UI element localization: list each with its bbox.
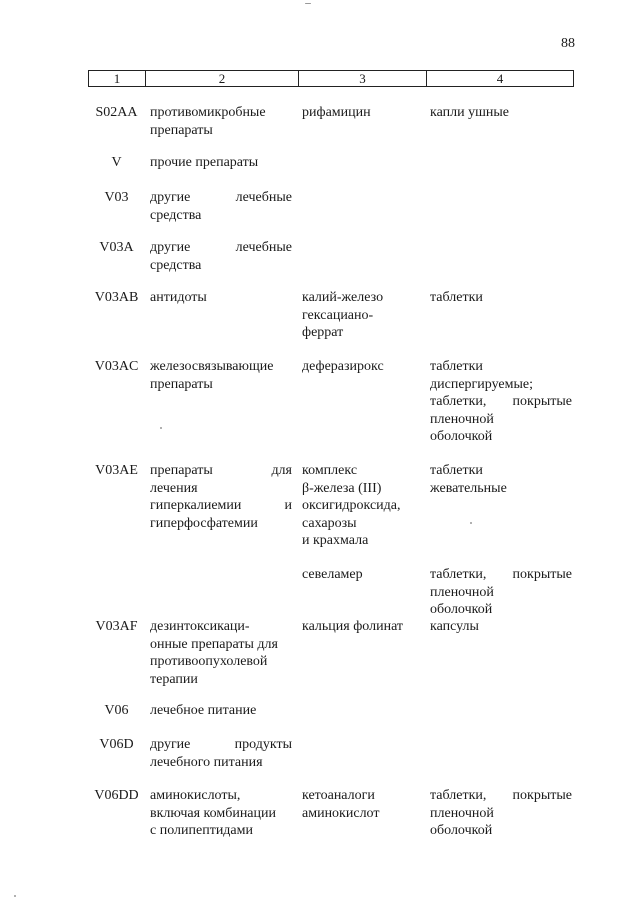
scan-speck xyxy=(160,427,162,429)
page-number: 88 xyxy=(561,36,575,51)
group-name-cell: противомикробные препараты xyxy=(150,105,266,138)
table-header xyxy=(88,70,574,87)
drug-name-cell: комплекс β-железа (III) оксигидроксида, сахарозы и крахмала xyxy=(302,463,401,548)
group-name-cell: лечебное питание xyxy=(150,703,257,718)
atc-code-cell: V03 xyxy=(104,190,129,205)
group-name-cell: аминокислоты, включая комбинации с полипептидами xyxy=(150,788,276,838)
group-name-cell: прочие препараты xyxy=(150,155,259,170)
atc-code-cell: V06 xyxy=(104,703,129,718)
group-name-cell: препараты для лечения гиперкалиемии и гиперфосфатемии xyxy=(150,463,292,531)
drug-name-cell: кетоаналоги аминокислот xyxy=(302,788,380,821)
drug-name-cell: деферазирокс xyxy=(302,359,384,374)
scan-speck xyxy=(470,522,472,524)
group-name-cell: другие лечебные средства xyxy=(150,240,292,273)
atc-code-cell: V03AF xyxy=(95,619,138,634)
atc-code-cell: S02AA xyxy=(95,105,138,120)
dosage-form-cell: таблетки, покрытые пленочной оболочкой xyxy=(430,788,572,838)
atc-code-cell: V xyxy=(111,155,122,170)
group-name-cell: дезинтоксикаци- онные препараты для противоопухолевой терапии xyxy=(150,619,278,687)
atc-code-cell: V03AC xyxy=(94,359,139,374)
group-name-cell: другие продукты лечебного питания xyxy=(150,737,292,770)
dosage-form-cell: капсулы xyxy=(430,619,479,634)
drug-name-cell: рифамицин xyxy=(302,105,371,120)
header-col-1: 1 xyxy=(89,71,146,86)
header-col-4: 4 xyxy=(496,71,504,86)
drug-name-cell: кальция фолинат xyxy=(302,619,404,634)
drug-name-cell: калий-железо гексациано- феррат xyxy=(302,290,384,340)
drug-name-cell: севеламер xyxy=(302,567,363,582)
dosage-form-cell: капли ушные xyxy=(430,105,509,120)
atc-code-cell: V03AB xyxy=(94,290,139,305)
group-name-cell: другие лечебные средства xyxy=(150,190,292,223)
header-col-3: 3 xyxy=(299,71,427,86)
group-name-cell: железосвязывающие препараты xyxy=(150,359,274,392)
atc-code-cell: V03A xyxy=(99,240,134,255)
dosage-form-cell: таблетки xyxy=(430,290,483,305)
atc-code-cell: V06D xyxy=(99,737,134,752)
dosage-form-cell: таблетки диспергируемые; таблетки, покрытые пленочной оболочкой xyxy=(430,359,572,444)
scan-mark xyxy=(305,3,311,4)
header-col-2: 2 xyxy=(146,71,299,86)
dosage-form-cell: таблетки жевательные xyxy=(430,463,507,496)
group-name-cell: антидоты xyxy=(150,290,207,305)
atc-code-cell: V06DD xyxy=(94,788,139,803)
dosage-form-cell: таблетки, покрытые пленочной оболочкой xyxy=(430,567,572,617)
atc-code-cell: V03AE xyxy=(95,463,138,478)
scan-speck xyxy=(14,895,16,897)
